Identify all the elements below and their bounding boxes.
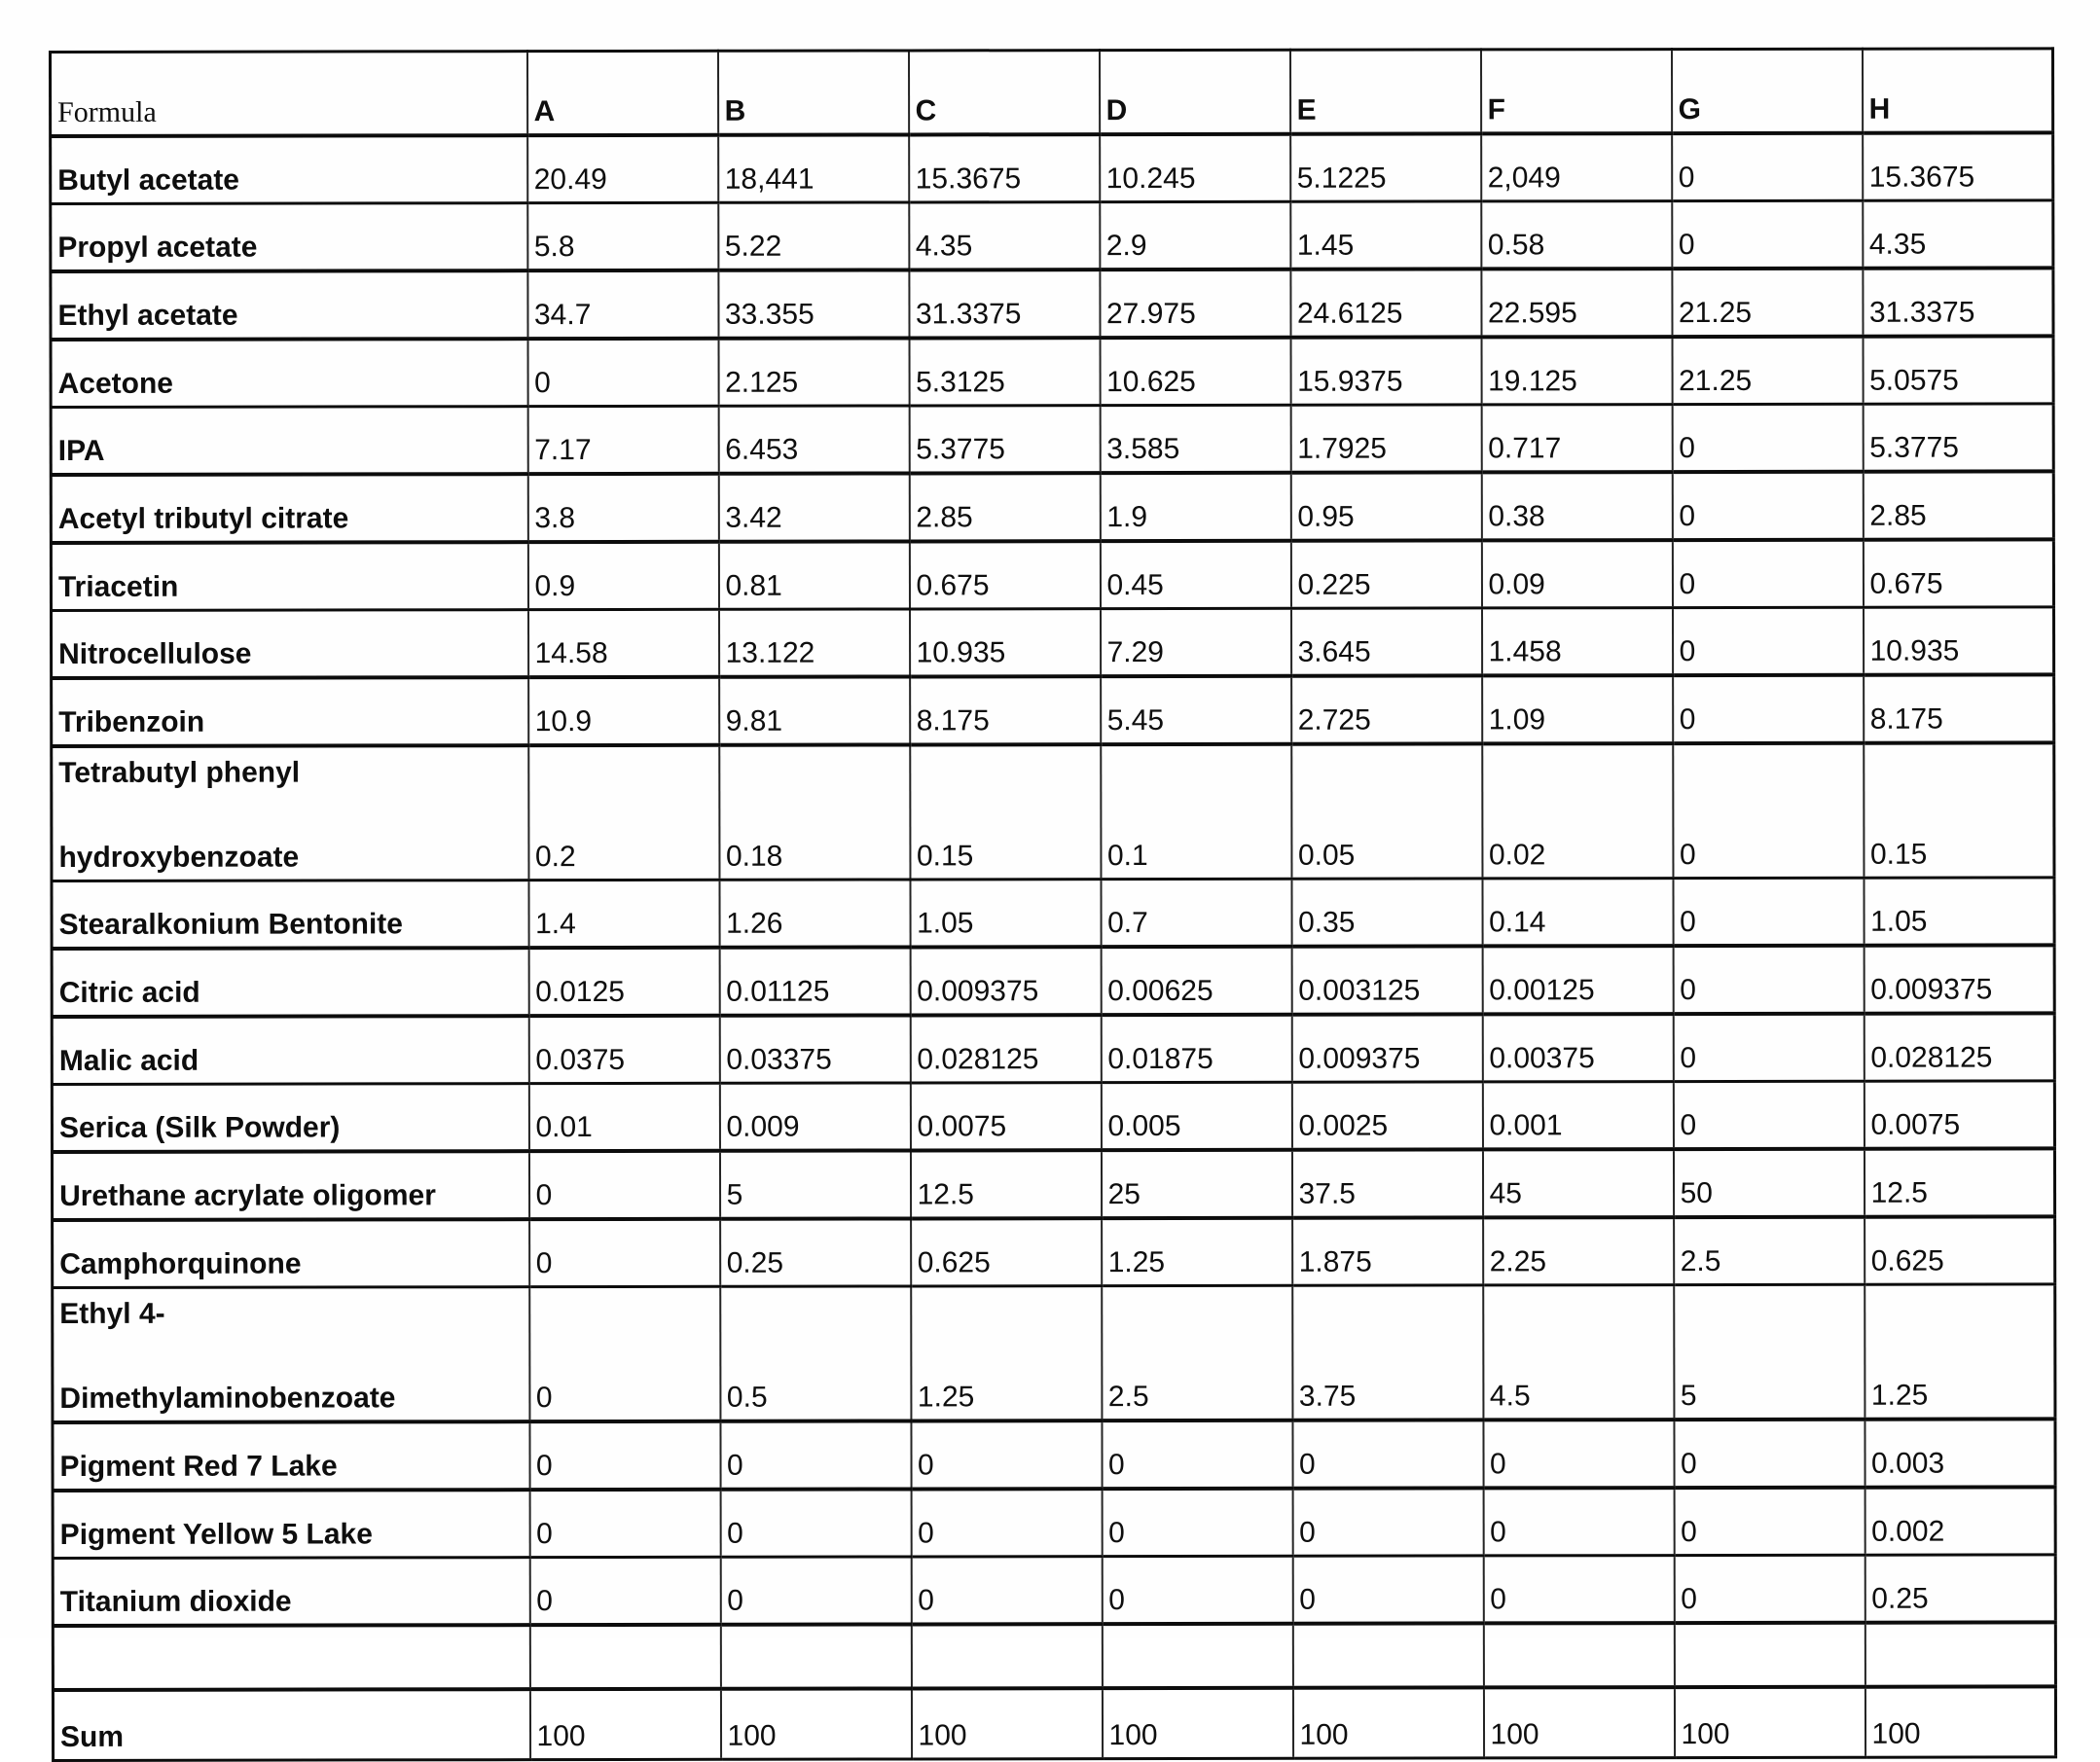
value-cell: 1.7925 xyxy=(1290,405,1481,473)
value-cell: 0 xyxy=(1672,472,1863,540)
column-header: C xyxy=(909,51,1100,135)
row-label: Sum xyxy=(53,1689,529,1760)
row-label: Titanium dioxide xyxy=(53,1558,529,1626)
value-cell: 1.05 xyxy=(910,880,1101,948)
value-cell: 2.5 xyxy=(1102,1285,1292,1420)
value-cell: 0 xyxy=(911,1420,1102,1489)
value-cell: 5.8 xyxy=(527,202,718,270)
value-cell: 0 xyxy=(1673,607,1864,675)
value-cell xyxy=(1865,1622,2055,1686)
value-cell: 0 xyxy=(1672,404,1863,472)
value-cell: 100 xyxy=(720,1688,911,1759)
value-cell xyxy=(911,1624,1102,1688)
value-cell: 0.00125 xyxy=(1482,946,1673,1014)
value-cell: 24.6125 xyxy=(1290,269,1481,337)
value-cell: 0 xyxy=(720,1489,911,1557)
value-cell: 10.245 xyxy=(1100,134,1290,202)
row-label: Ethyl acetate xyxy=(51,270,527,340)
value-cell: 1.45 xyxy=(1290,201,1481,270)
value-cell: 15.9375 xyxy=(1290,337,1481,405)
value-cell: 8.175 xyxy=(1864,674,2054,742)
value-cell: 37.5 xyxy=(1291,1149,1482,1217)
value-cell: 0 xyxy=(527,339,718,407)
value-cell: 0.01 xyxy=(528,1083,719,1151)
table-row xyxy=(51,132,2053,203)
value-cell: 2.85 xyxy=(909,473,1100,541)
table-row xyxy=(51,404,2053,475)
value-cell: 5.3125 xyxy=(909,338,1100,406)
value-cell: 0.675 xyxy=(1863,539,2053,607)
value-cell: 0.009 xyxy=(719,1083,910,1151)
value-cell: 0.625 xyxy=(911,1218,1102,1286)
value-cell: 5.0575 xyxy=(1863,336,2053,404)
value-cell: 0 xyxy=(1673,675,1864,743)
column-header: E xyxy=(1290,50,1481,134)
value-cell: 0 xyxy=(1673,878,1864,946)
row-label: Tribenzoin xyxy=(52,677,528,746)
value-cell: 0.15 xyxy=(1864,742,2054,878)
row-label-line: Dimethylaminobenzoate xyxy=(59,1381,396,1415)
table-row xyxy=(52,1081,2054,1152)
value-cell: 0 xyxy=(1673,743,1864,879)
value-cell: 0.9 xyxy=(527,542,718,610)
value-cell: 0.0075 xyxy=(1864,1081,2054,1149)
value-cell: 100 xyxy=(911,1688,1102,1759)
value-cell: 0 xyxy=(1102,1556,1292,1624)
value-cell: 0 xyxy=(1672,200,1863,269)
value-cell: 100 xyxy=(1292,1687,1483,1758)
value-cell: 100 xyxy=(529,1689,720,1760)
value-cell: 0 xyxy=(1292,1556,1483,1624)
column-header: A xyxy=(527,51,718,135)
value-cell: 100 xyxy=(1674,1687,1865,1758)
spacer-row xyxy=(53,1622,2055,1690)
table-row xyxy=(51,471,2053,543)
value-cell: 3.585 xyxy=(1100,405,1290,473)
value-cell: 7.17 xyxy=(527,406,718,474)
table-row xyxy=(52,742,2054,881)
value-cell: 100 xyxy=(1865,1686,2055,1757)
value-cell: 100 xyxy=(1483,1687,1674,1758)
value-cell: 13.122 xyxy=(719,609,910,677)
value-cell: 31.3375 xyxy=(909,270,1100,338)
table-row xyxy=(53,1555,2055,1626)
value-cell: 0.09 xyxy=(1481,540,1672,608)
value-cell: 3.8 xyxy=(527,474,718,542)
value-cell: 0.675 xyxy=(909,541,1100,609)
table-row xyxy=(53,1419,2055,1491)
value-cell: 0.38 xyxy=(1481,472,1672,540)
row-label xyxy=(52,745,528,881)
value-cell: 0.05 xyxy=(1291,743,1482,879)
table-row xyxy=(51,539,2053,610)
row-label: Stearalkonium Bentonite xyxy=(52,881,528,949)
value-cell: 0.2 xyxy=(528,745,719,881)
value-cell: 3.645 xyxy=(1291,608,1482,676)
value-cell: 10.935 xyxy=(1864,607,2054,675)
value-cell: 1.25 xyxy=(911,1286,1102,1421)
column-header: D xyxy=(1100,50,1290,134)
value-cell: 0.1 xyxy=(1101,744,1291,880)
value-cell: 0.717 xyxy=(1481,405,1672,473)
value-cell: 0.028125 xyxy=(1864,1013,2054,1081)
value-cell: 0.003125 xyxy=(1291,946,1482,1014)
value-cell: 0 xyxy=(1102,1420,1292,1489)
value-cell: 1.25 xyxy=(1102,1218,1292,1286)
row-label: Camphorquinone xyxy=(53,1219,529,1287)
value-cell: 0 xyxy=(528,1151,719,1219)
value-cell: 25 xyxy=(1101,1150,1291,1218)
value-cell: 2.25 xyxy=(1483,1217,1674,1285)
value-cell: 0 xyxy=(1673,946,1864,1014)
value-cell: 20.49 xyxy=(527,135,718,203)
column-header: H xyxy=(1862,49,2052,133)
value-cell: 34.7 xyxy=(527,270,718,339)
formula-table xyxy=(49,47,2057,1762)
value-cell: 0.002 xyxy=(1865,1487,2055,1555)
row-label: Citric acid xyxy=(52,948,528,1017)
table-row xyxy=(52,607,2054,678)
value-cell: 0 xyxy=(529,1490,720,1558)
row-label: Pigment Red 7 Lake xyxy=(53,1421,529,1491)
value-cell: 0.95 xyxy=(1290,472,1481,540)
value-cell: 50 xyxy=(1673,1149,1864,1217)
value-cell: 0.003 xyxy=(1865,1419,2055,1487)
table-row xyxy=(53,1686,2055,1760)
row-label: Acetone xyxy=(51,339,527,407)
value-cell: 2.5 xyxy=(1674,1217,1865,1285)
value-cell: 33.355 xyxy=(718,270,909,338)
value-cell: 0.25 xyxy=(1865,1555,2055,1623)
value-cell: 5.45 xyxy=(1101,676,1291,744)
value-cell xyxy=(1292,1623,1483,1687)
value-cell: 0.009375 xyxy=(910,947,1101,1015)
value-cell: 0.58 xyxy=(1481,201,1672,270)
table-row xyxy=(51,268,2053,340)
value-cell: 0.005 xyxy=(1101,1082,1291,1150)
value-cell: 6.453 xyxy=(718,406,909,474)
value-cell: 19.125 xyxy=(1481,337,1672,405)
value-cell: 0.00625 xyxy=(1101,947,1291,1015)
value-cell xyxy=(1674,1623,1865,1687)
value-cell: 0 xyxy=(1102,1489,1292,1557)
value-cell: 1.9 xyxy=(1100,473,1290,541)
table-row xyxy=(52,674,2054,746)
table-row xyxy=(52,1013,2054,1084)
value-cell: 2.85 xyxy=(1863,471,2053,539)
value-cell: 9.81 xyxy=(719,676,910,744)
column-header: B xyxy=(718,51,909,135)
value-cell: 1.875 xyxy=(1292,1217,1483,1285)
value-cell: 0 xyxy=(1673,1014,1864,1082)
row-label: Acetyl tributyl citrate xyxy=(51,474,527,543)
value-cell: 15.3675 xyxy=(1863,132,2053,200)
value-cell: 0 xyxy=(1483,1420,1674,1488)
value-cell: 1.05 xyxy=(1864,878,2054,946)
table-row xyxy=(51,200,2053,271)
value-cell: 10.935 xyxy=(910,609,1101,677)
value-cell: 0.0375 xyxy=(528,1016,719,1084)
value-cell: 1.458 xyxy=(1482,608,1673,676)
row-label: Propyl acetate xyxy=(51,203,527,271)
value-cell: 0 xyxy=(1674,1420,1865,1488)
value-cell: 21.25 xyxy=(1672,269,1863,337)
value-cell: 0.5 xyxy=(720,1286,911,1421)
value-cell: 3.42 xyxy=(718,473,909,541)
value-cell: 10.9 xyxy=(528,677,719,745)
value-cell: 0.18 xyxy=(719,744,910,880)
value-cell: 0.001 xyxy=(1482,1082,1673,1150)
value-cell: 5.1225 xyxy=(1290,133,1481,201)
row-label-lines xyxy=(58,757,525,873)
value-cell: 4.35 xyxy=(1863,200,2053,269)
value-cell: 0.45 xyxy=(1100,541,1290,609)
value-cell: 0 xyxy=(529,1421,720,1490)
value-cell: 0.15 xyxy=(910,744,1101,880)
table-row xyxy=(52,945,2054,1017)
value-cell: 0 xyxy=(1673,1081,1864,1149)
value-cell xyxy=(1102,1624,1292,1688)
value-cell: 12.5 xyxy=(910,1150,1101,1218)
table-row xyxy=(53,1487,2055,1558)
value-cell: 10.625 xyxy=(1100,338,1290,406)
value-cell: 0 xyxy=(720,1557,911,1625)
value-cell: 31.3375 xyxy=(1863,268,2053,336)
value-cell xyxy=(720,1624,911,1688)
value-cell: 0 xyxy=(1674,1488,1865,1556)
value-cell: 0.01125 xyxy=(719,947,910,1015)
row-label xyxy=(53,1625,529,1690)
value-cell: 0.14 xyxy=(1482,879,1673,947)
value-cell: 14.58 xyxy=(528,609,719,677)
value-cell: 0.81 xyxy=(718,541,909,609)
value-cell: 3.75 xyxy=(1292,1285,1483,1420)
table-row xyxy=(53,1216,2055,1287)
column-header: G xyxy=(1672,49,1863,133)
column-header: F xyxy=(1481,50,1672,134)
value-cell: 2,049 xyxy=(1481,133,1672,201)
row-label: Urethane acrylate oligomer xyxy=(52,1151,528,1220)
value-cell: 0.009375 xyxy=(1864,945,2054,1013)
row-label-line: Tetrabutyl phenyl xyxy=(58,756,301,789)
value-cell: 2.9 xyxy=(1100,201,1290,270)
value-cell: 5 xyxy=(1674,1284,1865,1420)
value-cell: 0.35 xyxy=(1291,879,1482,947)
value-cell: 45 xyxy=(1482,1149,1673,1217)
value-cell: 0.01875 xyxy=(1101,1015,1291,1083)
value-cell xyxy=(1483,1623,1674,1687)
value-cell: 5.3775 xyxy=(1863,404,2053,472)
value-cell: 15.3675 xyxy=(909,134,1100,202)
value-cell: 0.225 xyxy=(1290,540,1481,608)
value-cell: 0 xyxy=(529,1219,720,1287)
row-label-line: Ethyl 4- xyxy=(59,1297,165,1330)
value-cell: 0 xyxy=(529,1286,720,1421)
row-label: IPA xyxy=(51,407,527,475)
value-cell: 0 xyxy=(529,1557,720,1625)
row-label: Triacetin xyxy=(51,542,527,610)
value-cell: 100 xyxy=(1102,1688,1292,1759)
value-cell: 0.02 xyxy=(1482,743,1673,879)
value-cell: 0.7 xyxy=(1101,879,1291,947)
value-cell: 0.009375 xyxy=(1291,1014,1482,1082)
value-cell: 21.25 xyxy=(1672,337,1863,405)
value-cell xyxy=(529,1625,720,1689)
value-cell: 1.4 xyxy=(528,880,719,948)
value-cell: 0 xyxy=(1483,1488,1674,1556)
value-cell: 5.22 xyxy=(718,202,909,270)
row-label: Nitrocellulose xyxy=(52,610,528,678)
value-cell: 0.0075 xyxy=(910,1083,1101,1151)
value-cell: 0.0125 xyxy=(528,948,719,1016)
value-cell: 4.5 xyxy=(1483,1285,1674,1420)
value-cell: 22.595 xyxy=(1481,269,1672,337)
value-cell: 0 xyxy=(1292,1488,1483,1556)
value-cell: 7.29 xyxy=(1101,608,1291,676)
value-cell: 0 xyxy=(911,1557,1102,1625)
row-label-lines xyxy=(59,1298,526,1414)
row-label: Serica (Silk Powder) xyxy=(52,1084,528,1152)
value-cell: 0.03375 xyxy=(719,1015,910,1083)
value-cell: 5 xyxy=(719,1150,910,1218)
table-row xyxy=(52,878,2054,949)
value-cell: 2.125 xyxy=(718,338,909,406)
value-cell: 1.25 xyxy=(1865,1284,2055,1420)
header-row xyxy=(51,49,2053,136)
value-cell: 0 xyxy=(1292,1420,1483,1488)
value-cell: 0.028125 xyxy=(910,1015,1101,1083)
value-cell: 0 xyxy=(1483,1556,1674,1624)
value-cell: 1.09 xyxy=(1482,675,1673,743)
value-cell: 8.175 xyxy=(910,676,1101,744)
value-cell: 12.5 xyxy=(1864,1148,2054,1216)
table-row xyxy=(52,1148,2054,1220)
row-label-line: hydroxybenzoate xyxy=(58,841,300,874)
value-cell: 5.3775 xyxy=(909,406,1100,474)
row-label: Butyl acetate xyxy=(51,135,527,203)
value-cell: 0 xyxy=(1674,1555,1865,1623)
value-cell: 18,441 xyxy=(718,134,909,202)
value-cell: 0 xyxy=(911,1489,1102,1557)
value-cell: 0.625 xyxy=(1865,1216,2055,1284)
value-cell: 2.725 xyxy=(1291,675,1482,743)
corner-cell-formula: Formula xyxy=(51,52,527,136)
row-label: Pigment Yellow 5 Lake xyxy=(53,1490,529,1558)
table-row xyxy=(53,1284,2055,1422)
value-cell: 1.26 xyxy=(719,880,910,948)
value-cell: 27.975 xyxy=(1100,270,1290,338)
value-cell: 4.35 xyxy=(909,202,1100,270)
value-cell: 0.00375 xyxy=(1482,1014,1673,1082)
value-cell: 0 xyxy=(1672,540,1863,608)
row-label xyxy=(53,1287,529,1422)
value-cell: 0 xyxy=(720,1420,911,1489)
value-cell: 0 xyxy=(1672,133,1863,201)
value-cell: 0.0025 xyxy=(1291,1082,1482,1150)
value-cell: 0.25 xyxy=(720,1218,911,1286)
table-row xyxy=(51,336,2053,407)
row-label: Malic acid xyxy=(52,1016,528,1084)
